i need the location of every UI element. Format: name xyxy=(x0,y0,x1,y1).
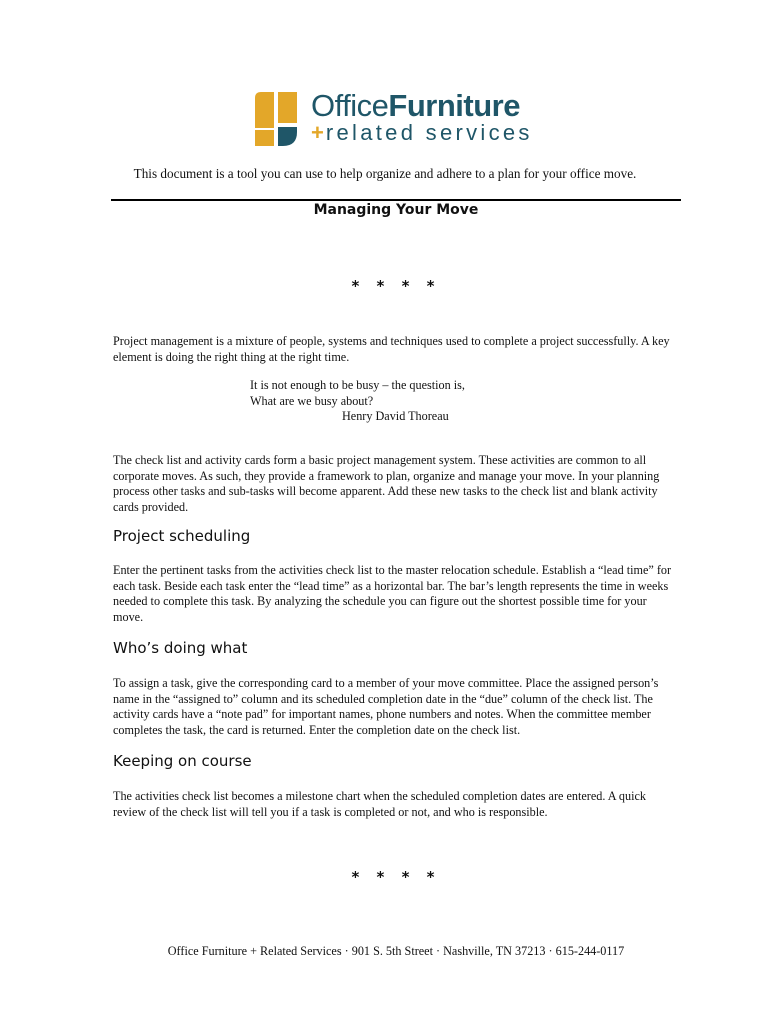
company-logo xyxy=(255,88,555,148)
quote-line-1: It is not enough to be busy – the question is, xyxy=(250,378,465,392)
heading-whos-doing-what: Who’s doing what xyxy=(113,639,248,657)
section-separator-top: * * * * xyxy=(351,277,441,295)
system-paragraph: The check list and activity cards form a basic project management system. These activities are common to all corporate moves. As such, they provide a framework to plan, organize and manage your move. In your planning process other tasks and sub-tasks will become apparent. Add these new tasks to the check list and blank activity cards provided. xyxy=(113,453,660,514)
paragraph-project-scheduling: Enter the pertinent tasks from the activities check list to the master relocation schedule. Establish a “lead time” for each task. Beside each task enter the “lead time” as a horizontal bar. The bar’s length represents the time in weeks needed to complete this task. By analyzing the schedule you can figure out the shortest possible time for your move. xyxy=(113,563,672,624)
footer-contact: Office Furniture + Related Services · 901 S. 5th Street · Nashville, TN 37213 · 615-244-0117 xyxy=(167,944,625,958)
thoreau-quote xyxy=(250,378,510,425)
title-divider xyxy=(111,199,681,201)
section-separator-bottom: * * * * xyxy=(351,868,441,886)
heading-keeping-on-course: Keeping on course xyxy=(113,752,252,770)
logo-tagline xyxy=(311,120,533,146)
paragraph-keeping-on-course: The activities check list becomes a milestone chart when the scheduled completion dates are entered. A quick review of the check list will tell you if a task is completed or not, and who is responsible. xyxy=(113,789,647,819)
logo-word-furniture: Furniture xyxy=(388,88,520,123)
page-title: Managing Your Move xyxy=(313,202,479,218)
quote-line-2: What are we busy about? xyxy=(250,393,374,408)
logo-mark-icon xyxy=(255,92,297,146)
intro-paragraph: Project management is a mixture of people, systems and techniques used to complete a project successfully. A key element is doing the right thing at the right time. xyxy=(113,334,670,364)
logo-word-office: Office xyxy=(311,88,389,123)
logo-wordmark xyxy=(311,88,520,124)
quote-author: Henry David Thoreau xyxy=(342,409,449,423)
logo-plus: + xyxy=(311,120,326,145)
heading-project-scheduling: Project scheduling xyxy=(113,527,251,545)
intro-text: This document is a tool you can use to help organize and adhere to a plan for your office move. xyxy=(133,166,637,181)
paragraph-whos-doing-what: To assign a task, give the corresponding card to a member of your move committee. Place the assigned person’s name in the “assigned to” column and its scheduled completion date in the “due” column of the check list. The activity cards have a “note pad” for important names, phone numbers and notes. When the committee member completes the task, the card is returned. Enter the completion date on the check list. xyxy=(113,676,659,737)
logo-tagline-text: related services xyxy=(325,120,533,145)
